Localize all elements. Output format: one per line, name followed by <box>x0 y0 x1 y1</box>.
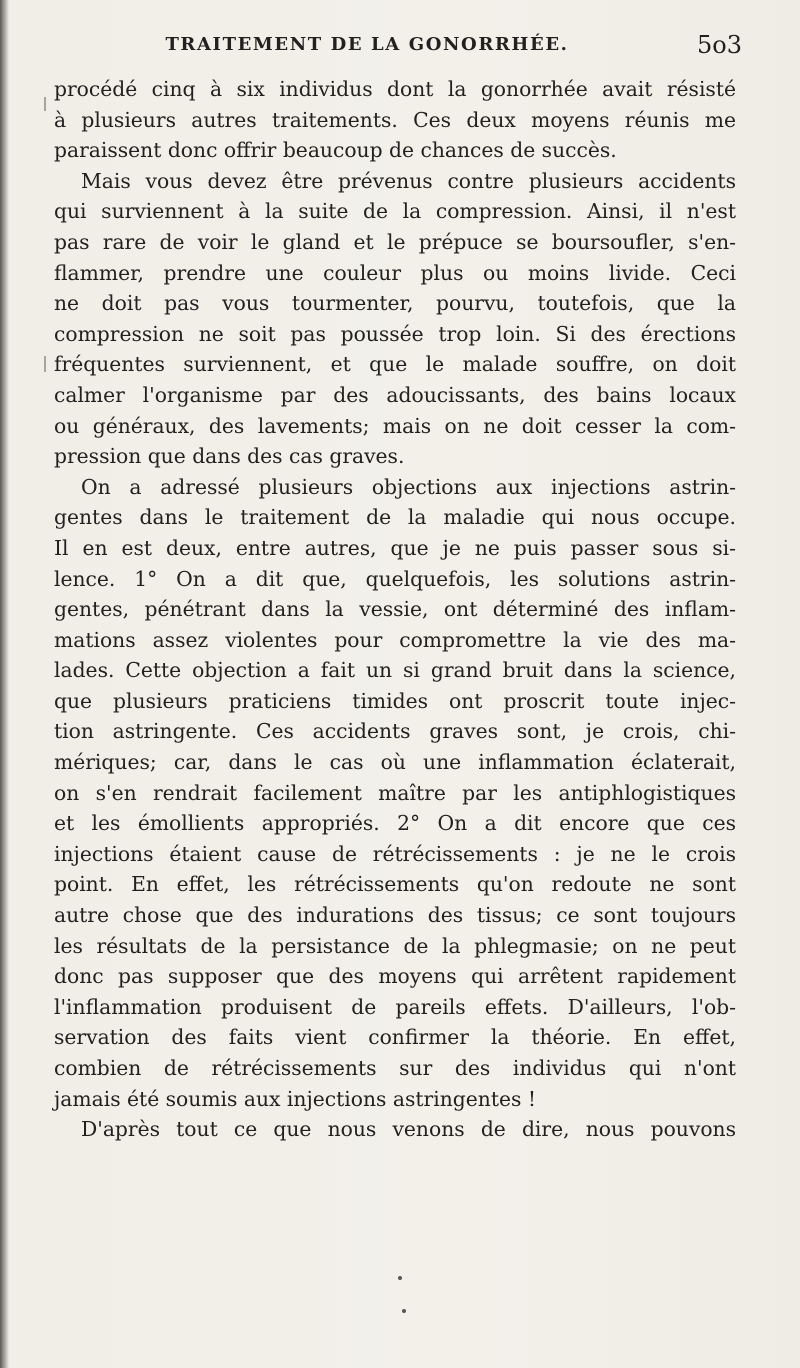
text-line: Mais vous devez être prévenus contre plusieurs accidents <box>81 168 736 193</box>
text-line: compression ne soit pas poussée trop loin. Si des érections <box>54 321 736 346</box>
text-line: pas rare de voir le gland et le prépuce se boursoufler, s'en- <box>54 229 736 254</box>
text-line: ou généraux, des lavements; mais on ne doit cesser la com- <box>54 413 736 438</box>
text-line: et les émollients appropriés. 2° On a dit encore que ces <box>54 811 736 836</box>
text-line: On a adressé plusieurs objections aux injections astrin- <box>81 474 736 499</box>
text-line: procédé cinq à six individus dont la gonorrhée avait résisté <box>54 77 736 101</box>
page-binding-edge <box>0 0 9 1368</box>
text-line: les résultats de la persistance de la phlegmasie; on ne peut <box>54 933 736 958</box>
text-line: tion astringente. Ces accidents graves sont, je crois, chi- <box>54 719 736 744</box>
text-line: Il en est deux, entre autres, que je ne puis passer sous si- <box>54 535 736 560</box>
text-line: mations assez violentes pour compromettre la vie des ma- <box>54 627 736 652</box>
text-line: point. En effet, les rétrécissements qu'on redoute ne sont <box>54 872 736 897</box>
body-text <box>54 74 736 1145</box>
text-line: donc pas supposer que des moyens qui arrêtent rapidement <box>54 964 736 989</box>
text-line: gentes, pénétrant dans la vessie, ont déterminé des inflam- <box>54 597 736 622</box>
text-line: que plusieurs praticiens timides ont proscrit toute injec- <box>54 688 736 713</box>
text-line: lades. Cette objection a fait un si grand bruit dans la science, <box>54 658 736 683</box>
text-line: servation des faits vient confirmer la théorie. En effet, <box>54 1025 736 1050</box>
text-line: on s'en rendrait facilement maître par les antiphlogistiques <box>54 780 736 805</box>
text-line: qui surviennent à la suite de la compression. Ainsi, il n'est <box>54 199 736 224</box>
text-line: paraissent donc offrir beaucoup de chances de succès. <box>54 138 617 163</box>
margin-mark <box>44 97 46 111</box>
text-line: calmer l'organisme par des adoucissants, des bains locaux <box>54 382 736 407</box>
ink-speck <box>402 1309 406 1313</box>
text-line: combien de rétrécissements sur des individus qui n'ont <box>54 1056 736 1080</box>
ink-speck <box>398 1276 402 1280</box>
text-line: pression que dans des cas graves. <box>54 444 405 469</box>
text-line: mériques; car, dans le cas où une inflammation éclaterait, <box>54 750 736 775</box>
text-line: lence. 1° On a dit que, quelquefois, les solutions astrin- <box>54 566 736 591</box>
text-line: injections étaient cause de rétrécissements : je ne le crois <box>54 841 736 866</box>
text-line: flammer, prendre une couleur plus ou moins livide. Ceci <box>54 260 736 285</box>
text-line: autre chose que des indurations des tissus; ce sont toujours <box>54 903 736 928</box>
margin-mark <box>44 356 46 372</box>
text-line: à plusieurs autres traitements. Ces deux moyens réunis me <box>54 107 736 132</box>
running-title: TRAITEMENT DE LA GONORRHÉE. <box>165 34 569 55</box>
text-line: jamais été soumis aux injections astringentes ! <box>54 1086 536 1111</box>
text-line: fréquentes surviennent, et que le malade souffre, on doit <box>54 352 736 377</box>
text-line: D'après tout ce que nous venons de dire, nous pouvons <box>81 1117 736 1142</box>
text-line: gentes dans le traitement de la maladie qui nous occupe. <box>54 505 736 530</box>
text-line: ne doit pas vous tourmenter, pourvu, toutefois, que la <box>54 291 736 316</box>
text-line: l'inflammation produisent de pareils effets. D'ailleurs, l'ob- <box>54 994 736 1019</box>
page-number: 5o3 <box>697 31 742 59</box>
running-head <box>52 31 742 68</box>
